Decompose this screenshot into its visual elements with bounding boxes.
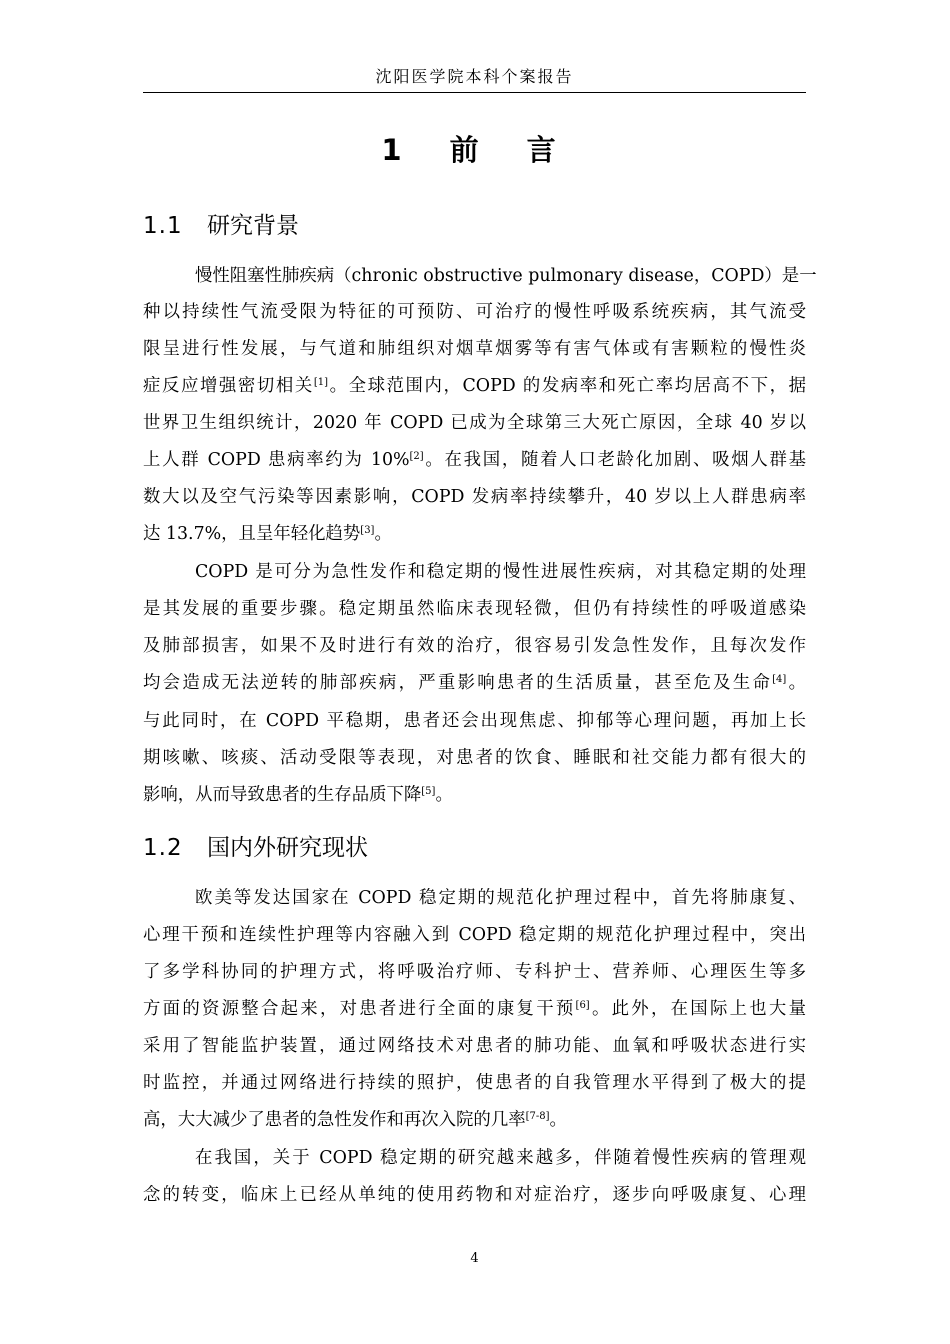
section-heading-1-1: [143, 210, 806, 242]
paragraph-line: 采用了智能监护装置，通过网络技术对患者的肺功能、血氧和呼吸状态进行实: [143, 1036, 806, 1056]
paragraph-line: 影响，从而导致患者的生存品质下降[5]。: [143, 785, 453, 805]
paragraph-line: 上人群 COPD 患病率约为 10%[2]。在我国，随着人口老龄化加剧、吸烟人群基: [143, 450, 806, 470]
citation-marker: [1]: [313, 377, 329, 388]
paragraph-line: 数大以及空气污染等因素影响，COPD 发病率持续攀升，40 岁以上人群患病率: [143, 487, 806, 507]
paragraph-line: 时监控，并通过网络进行持续的照护，使患者的自我管理水平得到了极大的提: [143, 1073, 806, 1093]
citation-marker: [2]: [409, 451, 424, 462]
paragraph-line: 与此同时，在 COPD 平稳期，患者还会出现焦虑、抑郁等心理问题，再加上长: [143, 711, 806, 731]
paragraph-line: 种以持续性气流受限为特征的可预防、可治疗的慢性呼吸系统疾病，其气流受: [143, 302, 806, 322]
page-number: 4: [470, 1251, 479, 1266]
section-number: 1.1: [143, 213, 183, 239]
paragraph-line: 心理干预和连续性护理等内容融入到 COPD 稳定期的规范化护理过程中，突出: [143, 925, 806, 945]
chapter-title: 1 前 言: [381, 133, 568, 167]
paragraph-line: 限呈进行性发展，与气道和肺组织对烟草烟雾等有害气体或有害颗粒的慢性炎: [143, 339, 806, 359]
citation-marker: [4]: [772, 674, 787, 685]
section-number: 1.2: [143, 835, 183, 861]
paragraph-line: 了多学科协同的护理方式，将呼吸治疗师、专科护士、营养师、心理医生等多: [143, 962, 806, 982]
paragraph-line: 及肺部损害，如果不及时进行有效的治疗，很容易引发急性发作，且每次发作: [143, 636, 806, 656]
paragraph-line: 症反应增强密切相关[1]。全球范围内，COPD 的发病率和死亡率均居高不下，据: [143, 376, 806, 396]
paragraph-line: 欧美等发达国家在 COPD 稳定期的规范化护理过程中，首先将肺康复、: [195, 888, 806, 908]
section-title: 国内外研究现状: [207, 835, 368, 861]
section-heading-1-2: [143, 832, 806, 864]
citation-marker: [6]: [575, 1000, 590, 1011]
page-header: 沈阳医学院本科个案报告: [375, 67, 574, 86]
header-rule: [143, 92, 806, 93]
citation-marker: [3]: [360, 525, 375, 536]
paragraph-line: 均会造成无法逆转的肺部疾病，严重影响患者的生活质量，甚至危及生命[4]。: [143, 673, 806, 693]
paragraph-line: 方面的资源整合起来，对患者进行全面的康复干预[6]。此外，在国际上也大量: [143, 999, 806, 1019]
paragraph-line: 高，大大减少了患者的急性发作和再次入院的几率[7-8]。: [143, 1110, 567, 1130]
paragraph-line: 慢性阻塞性肺疾病（chronic obstructive pulmonary disease，COPD）是一: [195, 266, 817, 286]
paragraph-line: 是其发展的重要步骤。稳定期虽然临床表现轻微，但仍有持续性的呼吸道感染: [143, 599, 806, 619]
paragraph-line: COPD 是可分为急性发作和稳定期的慢性进展性疾病，对其稳定期的处理: [195, 562, 806, 582]
paragraph-line: 世界卫生组织统计，2020 年 COPD 已成为全球第三大死亡原因，全球 40 岁以: [143, 413, 806, 433]
paragraph-line: 达 13.7%，且呈年轻化趋势[3]。: [143, 524, 392, 544]
paragraph-line: 在我国，关于 COPD 稳定期的研究越来越多，伴随着慢性疾病的管理观: [195, 1148, 806, 1168]
paragraph-line: 念的转变，临床上已经从单纯的使用药物和对症治疗，逐步向呼吸康复、心理: [143, 1185, 806, 1205]
paragraph-line: 期咳嗽、咳痰、活动受限等表现，对患者的饮食、睡眠和社交能力都有很大的: [143, 748, 806, 768]
citation-marker: [7-8]: [525, 1111, 550, 1122]
citation-marker: [5]: [421, 786, 436, 797]
section-title: 研究背景: [207, 213, 299, 239]
